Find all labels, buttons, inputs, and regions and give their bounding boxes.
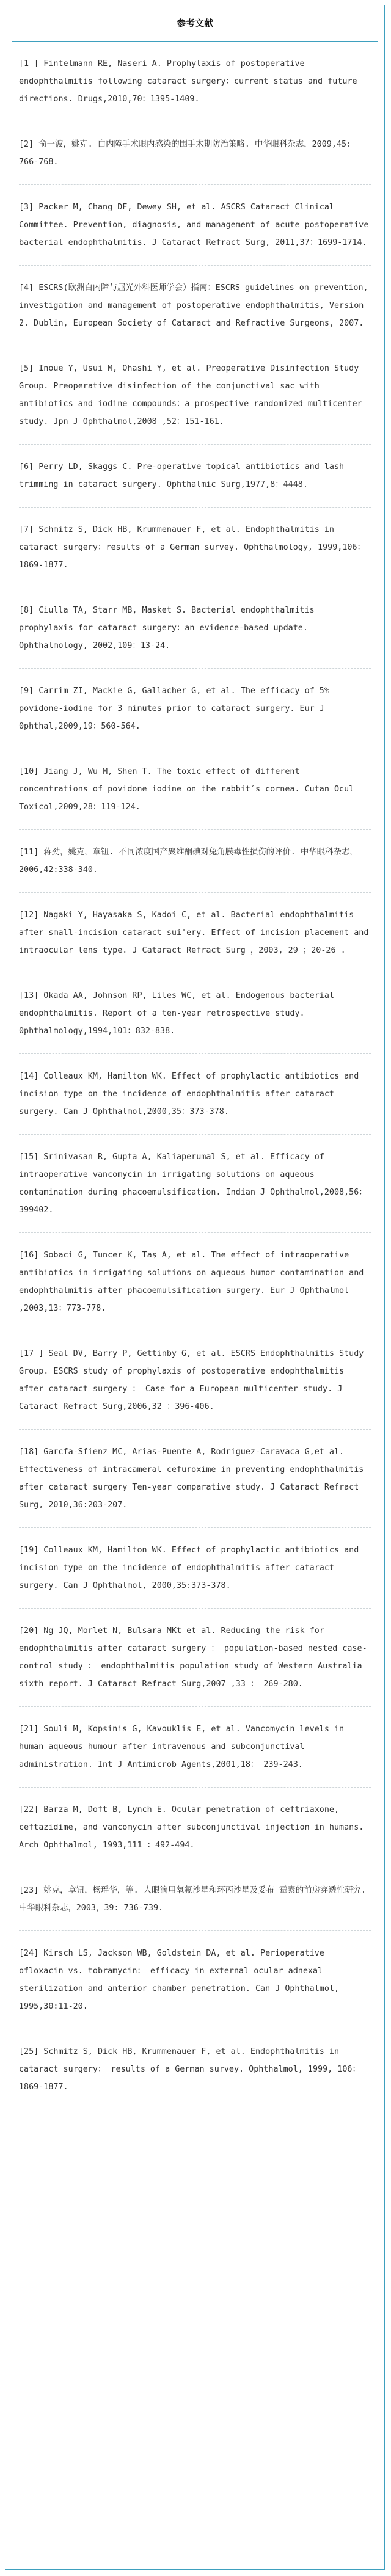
references-panel [5, 5, 385, 2570]
reference-item: [5] Inoue Y, Usui M, Ohashi Y, et al. Preoperative Disinfection Study Group. Preoperative disinfection of the conjunctival sac with antibiotics and iodine compounds：a prospective randomized multicenter study. Jpn J Ophthalmol,2008 ,52：151-161. [19, 346, 371, 445]
reference-item: [14] Colleaux KM, Hamilton WK. Effect of prophylactic antibiotics and incision type on the incidence of endophthalmitis after cataract surgery. Can J Ophthalmol,2000,35：373-378. [19, 1054, 371, 1135]
reference-item: [3] Packer M, Chang DF, Dewey SH, et al. ASCRS Cataract Clinical Committee. Prevention, diagnosis, and management of acute postoperative bacterial endophthalmitis. J Cataract Refract Surg, 2011,37：1699-1714. [19, 185, 371, 266]
reference-item: [10] Jiang J, Wu M, Shen T. The toxic effect of different concentrations of povidone iodine on the rabbit′s cornea. Cutan Ocul Toxicol,2009,28：119-124. [19, 749, 371, 830]
reference-item: [15] Srinivasan R, Gupta A, Kaliaperumal S, et al. Efficacy of intraoperative vancomycin in irrigating solutions on aqueous contamination during phacoemulsification. Indian J Ophthalmol,2008,56：399402. [19, 1135, 371, 1233]
reference-item: [21] Souli M, Kopsinis G, Kavouklis E, et al. Vancomycin levels in human aqueous humour after intravenous and subconjunctival administration. Int J Antimicrob Agents,2001,18： 239-243. [19, 1707, 371, 1788]
reference-item: [20] Ng JQ, Morlet N, Bulsara MKt et al. Reducing the risk for endophthalmitis after cataract surgery ： population-based nested case-control study ： endophthalmitis population study of Western Australia sixth report. J Cataract Refract Surg,2007 ,33 ： 269-280. [19, 1609, 371, 1707]
reference-item: [25] Schmitz S, Dick HB, Krummenauer F, et al. Endophthalmitis in cataract surgery： results of a German survey. Ophthalmol, 1999, 106：1869-1877. [19, 2047, 360, 2092]
reference-item: [17 ] Seal DV, Barry P, Gettinby G, et al. ESCRS Endophthalmitis Study Group. ESCRS study of prophylaxis of postoperative endophthalmitis after cataract surgery ： Case for a European multicenter study. J Cataract Refract Surg,2006,32 ：396-406. [19, 1331, 371, 1430]
reference-item: [9] Carrim ZI, Mackie G, Gallacher G, et al. The efficacy of 5% povidone-iodine for 3 minutes prior to cataract surgery. Eur J 0phthal,2009,19：560-564. [19, 669, 371, 749]
reference-item: [11] 蒋劲，姚克，章钮. 不同浓度国产聚维酮碘对兔角膜毒性损伤的评价. 中华眼科杂志，2006,42:338-340. [19, 830, 371, 893]
reference-item: [24] Kirsch LS, Jackson WB, Goldstein DA, et al. Perioperative ofloxacin vs. tobramycin： efficacy in external ocular adnexal sterilization and anterior chamber penetration. Can J Ophthalmol, 1995,30:11-20. [19, 1931, 371, 2029]
reference-item: [1 ] Fintelmann RE, Naseri A. Prophylaxis of postoperative endophthalmitis following cataract surgery：current status and future directions. Drugs,2010,70：1395-1409. [19, 42, 371, 122]
reference-list [5, 42, 384, 2109]
reference-item: [2] 俞一波，姚克. 白内障手术眼内感染的围手术期防治策略. 中华眼科杂志，2009,45: 766-768. [19, 122, 371, 185]
page-title: 参考文献 [176, 18, 213, 29]
reference-item: [23] 姚克，章钮，杨瑶华，等. 人眼滴用氧氟沙星和环丙沙星及妥布 霉素的前房穿透性研究. 中华眼科杂志，2003，39: 736-739. [19, 1868, 371, 1931]
reference-item: [7] Schmitz S, Dick HB, Krummenauer F, et al. Endophthalmitis in cataract surgery：results of a German survey. Ophthalmology, 1999,106：1869-1877. [19, 508, 371, 588]
reference-item: [16] Sobaci G, Tuncer K, Taş A, et al. The effect of intraoperative antibiotics in irrigating solutions on aqueous humor contamination and endophthalmitis after phacoemulsification surgery. Eur J Ophthalmol ,2003,13：773-778. [19, 1233, 371, 1331]
reference-item: [6] Perry LD, Skaggs C. Pre-operative topical antibiotics and lash trimming in cataract surgery. Ophthalmic Surg,1977,8：4448. [19, 445, 371, 508]
reference-item: [19] Colleaux KM, Hamilton WK. Effect of prophylactic antibiotics and incision type on the incidence of endophthalmitis after cataract surgery. Can J Ophthalmol, 2000,35:373-378. [19, 1528, 371, 1609]
reference-item: [22] Barza M, Doft B, Lynch E. Ocular penetration of ceftriaxone, ceftazidime, and vancomycin after subconjunctival injection in humans. Arch Ophthalmol, 1993,111 ：492-494. [19, 1788, 371, 1868]
reference-item: [12] Nagaki Y, Hayasaka S, Kadoi C, et al. Bacterial endophthalmitis after small-incision cataract sui'ery. Effect of incision placement and intraocular lens type. J Cataract Refract Surg ，2003, 29 ；20-26 . [19, 893, 371, 973]
reference-item: [13] Okada AA, Johnson RP, Liles WC, et al. Endogenous bacterial endophthalmitis. Report of a ten-year retrospective study. 0phthalmology,1994,101：832-838. [19, 973, 371, 1054]
reference-item: [4] ESCRS(欧洲白内障与屈光外科医师学会）指南：ESCRS guidelines on prevention, investigation and management of postoperative endophthalmitis, Version 2. Dublin, European Society of Cataract and Refractive Surgeons, 2007. [19, 266, 371, 346]
reference-item: [8] Ciulla TA, Starr MB, Masket S. Bacterial endophthalmitis prophylaxis for cataract surgery：an evidence-based update. Ophthalmology, 2002,109：13-24. [19, 588, 371, 669]
reference-item: [18] Garcfa-Sfienz MC, Arias-Puente A, Rodriguez-Caravaca G,et al. Effectiveness of intracameral cefuroxime in preventing endophthalmitis after cataract surgery Ten-year comparative study. J Cataract Refract Surg, 2010,36:203-207. [19, 1430, 371, 1528]
